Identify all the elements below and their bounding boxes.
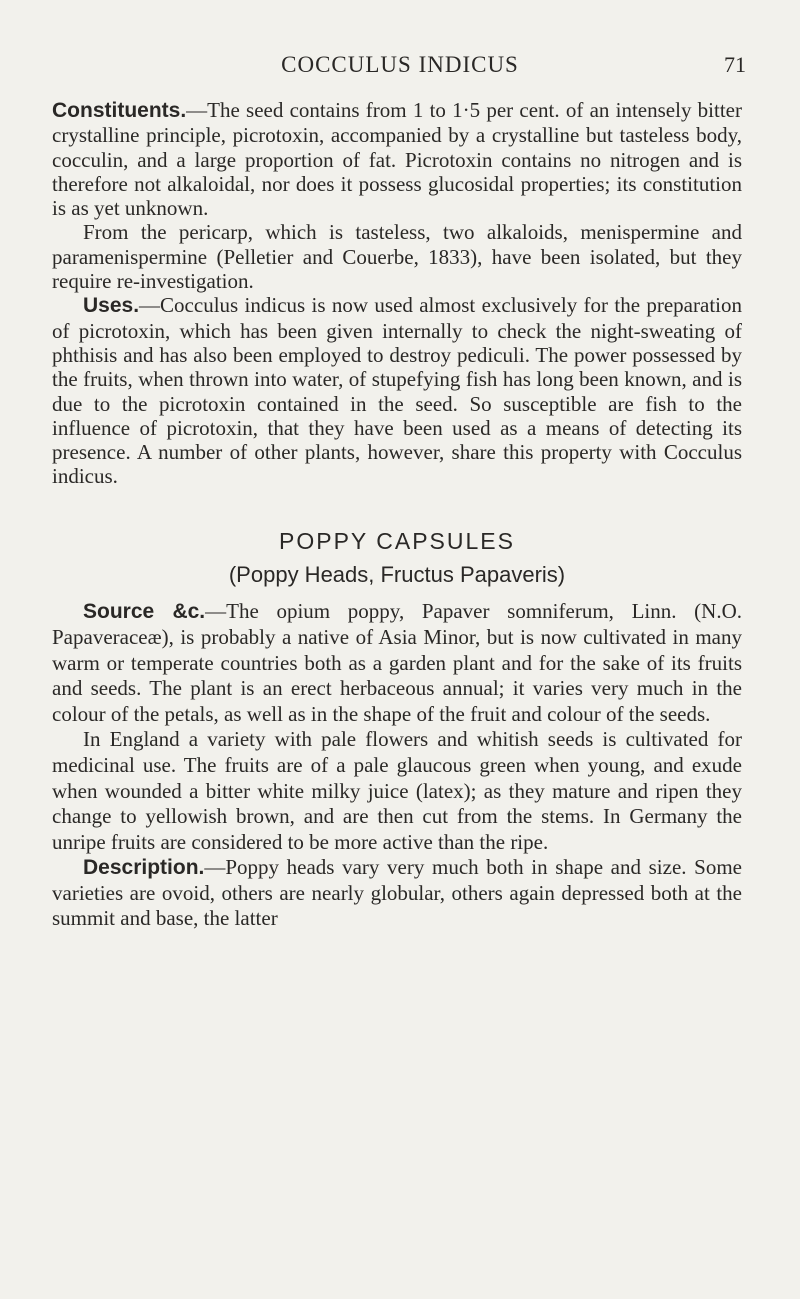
poppy-text — [52, 599, 742, 932]
england-text: In England a variety with pale flowers and whitish seeds is cultivated for medicinal use. The fruits are of a pale glaucous green when young, and exude when wounded a bitter white milky juice (latex); as they mature and ripen they change to yellowish brown, and are then cut from the stems. In Germany the unripe fruits are considered to be more active than the ripe. — [52, 727, 742, 854]
constituents-heading: Constituents. — [52, 99, 187, 122]
pericarp-paragraph — [52, 220, 742, 293]
description-text: —Poppy heads vary very much both in shape and size. Some varieties are ovoid, others are nearly globular, others again depressed both at the summit and base, the latter — [52, 855, 742, 931]
constituents-paragraph — [52, 98, 742, 220]
source-paragraph — [52, 599, 742, 727]
running-title: COCCULUS INDICUS — [281, 52, 519, 77]
body-text — [52, 98, 742, 932]
england-paragraph — [52, 727, 742, 855]
section-subtitle: (Poppy Heads, Fructus Papaveris) — [228, 562, 566, 588]
section-title: POPPY CAPSULES — [279, 527, 515, 554]
uses-heading: Uses. — [83, 294, 140, 318]
page-header — [0, 52, 800, 86]
description-heading: Description. — [83, 856, 205, 880]
uses-paragraph — [52, 293, 742, 488]
page-number: 71 — [724, 52, 746, 77]
pericarp-text: From the pericarp, which is tasteless, two alkaloids, menispermine and paramenispermine (Pelletier and Couerbe, 1833), have been isolated, but they require re-investigation. — [52, 220, 742, 294]
uses-text: —Cocculus indicus is now used almost exclusively for the preparation of picrotoxin, which has been given internally to check the night-sweating of phthisis and has also been employed to destroy pediculi. The power possessed by the fruits, when thrown into water, of stupefying fish has long been known, and is due to the picrotoxin contained in the seed. So susceptible are fish to the influence of picrotoxin, that they have been used as a means of detecting its presence. A number of other plants, however, share this property with Cocculus indicus. — [52, 293, 742, 489]
description-paragraph — [52, 855, 742, 932]
source-heading: Source &c. — [83, 600, 206, 624]
source-text: —The opium poppy, Papaver somniferum, Linn. (N.O. Papaveraceæ), is probably a native of Asia Minor, but is now cultivated in many warm or temperate countries both as a garden plant and for the sake of its fruits and seeds. The plant is an erect herbaceous annual; it varies very much in the colour of the petals, as well as in the shape of the fruit and colour of the seeds. — [52, 599, 742, 726]
constituents-text: —The seed contains from 1 to 1·5 per cent. of an intensely bitter crystalline principle, picrotoxin, accompanied by a crystalline but tasteless body, cocculin, and a large proportion of fat. Picrotoxin contains no nitrogen and is therefore not alkaloidal, nor does it possess glucosidal properties; its constitution is as yet unknown. — [52, 98, 742, 221]
